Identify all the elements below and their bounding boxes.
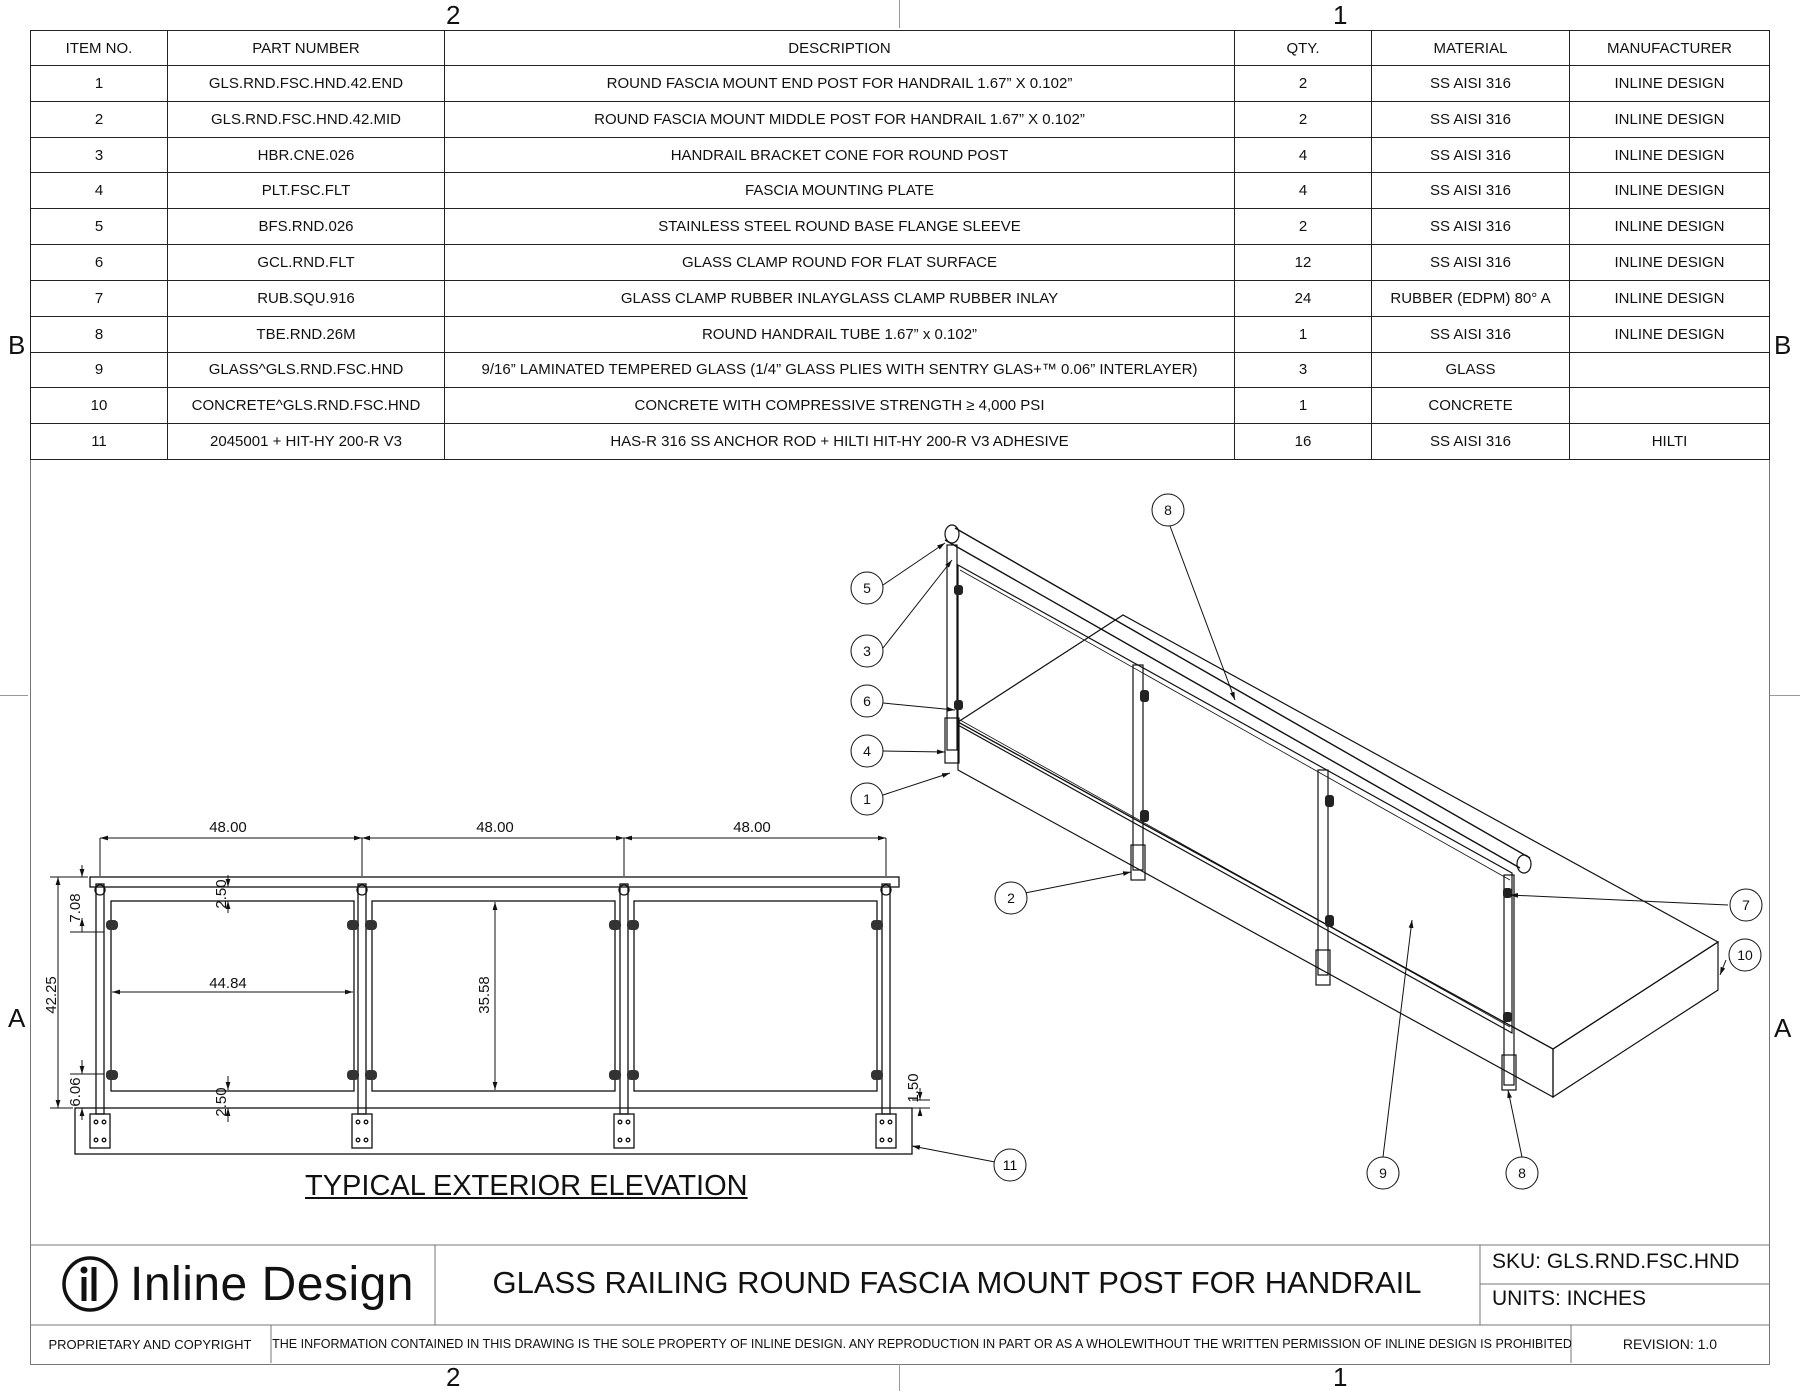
callout-5-label: 5	[863, 580, 871, 596]
iso-clamp	[1503, 1012, 1512, 1022]
zone-marker-bottom-2: 2	[446, 1362, 461, 1392]
company-logo	[60, 1252, 414, 1316]
bom-cell-manufacturer: HILTI	[1570, 424, 1770, 460]
header-item-no: ITEM NO.	[31, 31, 168, 66]
elevation-clamp	[871, 920, 883, 930]
elevation-fascia-plates	[90, 1114, 896, 1148]
proprietary-label: PROPRIETARY AND COPYRIGHT	[48, 1336, 252, 1352]
iso-clamp	[1140, 810, 1149, 822]
elevation-glass-panel	[634, 901, 877, 1091]
iso-posts	[947, 545, 1514, 1085]
callout-2-label: 2	[1007, 890, 1015, 906]
zone-marker-left-b: B	[8, 330, 26, 360]
iso-clamp	[1325, 915, 1334, 927]
bom-cell-description: ROUND FASCIA MOUNT MIDDLE POST FOR HANDRAIL 1.67” X 0.102”	[445, 101, 1235, 137]
bom-cell-qty: 2	[1235, 101, 1372, 137]
elevation-concrete-slab	[75, 1108, 912, 1154]
elevation-glass-panels	[111, 901, 877, 1091]
elevation-fascia-plate	[352, 1114, 372, 1148]
bom-cell-part-number: TBE.RND.26M	[168, 316, 445, 352]
bom-cell-part-number: PLT.FSC.FLT	[168, 173, 445, 209]
bom-cell-manufacturer: INLINE DESIGN	[1570, 66, 1770, 102]
iso-handrail-end	[945, 525, 959, 543]
elevation-callout-11	[912, 1146, 1026, 1181]
bom-cell-qty: 2	[1235, 66, 1372, 102]
bom-cell-qty: 12	[1235, 245, 1372, 281]
dim-gap-top: 2.50	[213, 879, 230, 909]
elevation-clamp	[609, 920, 621, 930]
revision-field: REVISION: 1.0	[1622, 1336, 1718, 1352]
bom-cell-qty: 16	[1235, 424, 1372, 460]
callout-9-label: 9	[1379, 1165, 1387, 1181]
elevation-title: TYPICAL EXTERIOR ELEVATION	[305, 1170, 748, 1202]
bom-cell-part-number: 2045001 + HIT-HY 200-R V3	[168, 424, 445, 460]
bom-cell-item-no: 4	[31, 173, 168, 209]
zone-marker-right-b: B	[1774, 330, 1792, 360]
bom-cell-material: RUBBER (EDPM) 80° A	[1372, 280, 1570, 316]
bom-cell-qty: 4	[1235, 173, 1372, 209]
dim-glass-width: 44.84	[209, 975, 247, 992]
bom-cell-description: 9/16” LAMINATED TEMPERED GLASS (1/4” GLASS PLIES WITH SENTRY GLAS+™ 0.06” INTERLAYER)	[445, 352, 1235, 388]
zone-marker-bottom-1: 1	[1333, 1362, 1348, 1392]
iso-handrail-end	[1517, 855, 1531, 873]
elevation-glass-panel	[372, 901, 615, 1091]
bom-cell-item-no: 5	[31, 209, 168, 245]
bom-cell-item-no: 8	[31, 316, 168, 352]
elevation-clamp	[627, 920, 639, 930]
bom-cell-part-number: RUB.SQU.916	[168, 280, 445, 316]
zone-marker-right-a: A	[1774, 1013, 1792, 1043]
bom-cell-part-number: CONCRETE^GLS.RND.FSC.HND	[168, 388, 445, 424]
bom-cell-part-number: GLASS^GLS.RND.FSC.HND	[168, 352, 445, 388]
bom-cell-material: GLASS	[1372, 352, 1570, 388]
bom-cell-material: SS AISI 316	[1372, 101, 1570, 137]
elevation-clamp	[627, 1070, 639, 1080]
header-qty: QTY.	[1235, 31, 1372, 66]
bom-cell-item-no: 2	[31, 101, 168, 137]
dim-span-2: 48.00	[476, 819, 514, 836]
elevation-post	[358, 884, 366, 1114]
bom-cell-qty: 1	[1235, 316, 1372, 352]
bom-cell-description: GLASS CLAMP ROUND FOR FLAT SURFACE	[445, 245, 1235, 281]
bom-cell-part-number: GLS.RND.FSC.HND.42.MID	[168, 101, 445, 137]
iso-glass	[958, 565, 1512, 1033]
dim-base-offset: 1.50	[905, 1073, 922, 1103]
bom-cell-manufacturer: INLINE DESIGN	[1570, 101, 1770, 137]
zone-marker-left-a: A	[8, 1003, 26, 1033]
bom-cell-material: SS AISI 316	[1372, 137, 1570, 173]
callout-7-label: 7	[1742, 897, 1750, 913]
bom-cell-description: FASCIA MOUNTING PLATE	[445, 173, 1235, 209]
bom-cell-qty: 3	[1235, 352, 1372, 388]
elevation-post	[96, 884, 104, 1114]
iso-callouts	[851, 494, 1762, 1189]
bom-cell-qty: 1	[1235, 388, 1372, 424]
callout-8-bottom-label: 8	[1518, 1165, 1526, 1181]
callout-11-label: 11	[1002, 1157, 1018, 1173]
bom-cell-item-no: 1	[31, 66, 168, 102]
elevation-clamp	[347, 1070, 359, 1080]
elevation-fascia-plate	[614, 1114, 634, 1148]
callout-6-label: 6	[863, 693, 871, 709]
iso-clamp	[954, 700, 963, 710]
bom-cell-item-no: 9	[31, 352, 168, 388]
bom-cell-part-number: GCL.RND.FLT	[168, 245, 445, 281]
iso-fascia-plates	[945, 718, 1516, 1090]
iso-clamp	[954, 585, 963, 595]
bom-cell-description: HANDRAIL BRACKET CONE FOR ROUND POST	[445, 137, 1235, 173]
bom-cell-part-number: BFS.RND.026	[168, 209, 445, 245]
dim-height: 42.25	[43, 976, 60, 1014]
bom-cell-material: SS AISI 316	[1372, 209, 1570, 245]
iso-post	[947, 545, 957, 750]
bom-cell-description: HAS-R 316 SS ANCHOR ROD + HILTI HIT-HY 200-R V3 ADHESIVE	[445, 424, 1235, 460]
bom-cell-item-no: 7	[31, 280, 168, 316]
bom-cell-material: SS AISI 316	[1372, 245, 1570, 281]
bom-cell-description: STAINLESS STEEL ROUND BASE FLANGE SLEEVE	[445, 209, 1235, 245]
dim-span-3: 48.00	[733, 819, 771, 836]
iso-slab-front	[958, 722, 1553, 1097]
bom-cell-description: GLASS CLAMP RUBBER INLAYGLASS CLAMP RUBBER INLAY	[445, 280, 1235, 316]
header-material: MATERIAL	[1372, 31, 1570, 66]
bom-cell-qty: 2	[1235, 209, 1372, 245]
bom-cell-item-no: 3	[31, 137, 168, 173]
elevation-clamp	[365, 920, 377, 930]
elevation-clamp	[609, 1070, 621, 1080]
bom-cell-part-number: GLS.RND.FSC.HND.42.END	[168, 66, 445, 102]
dim-bottom-offset: 6.06	[67, 1077, 84, 1107]
callout-10-label: 10	[1737, 947, 1753, 963]
bom-cell-qty: 24	[1235, 280, 1372, 316]
bom-cell-description: CONCRETE WITH COMPRESSIVE STRENGTH ≥ 4,000 PSI	[445, 388, 1235, 424]
callout-3-label: 3	[863, 643, 871, 659]
bom-cell-manufacturer: INLINE DESIGN	[1570, 137, 1770, 173]
bom-cell-item-no: 10	[31, 388, 168, 424]
sku-field: SKU: GLS.RND.FSC.HND	[1492, 1250, 1740, 1273]
zone-marker-top-1: 1	[1333, 0, 1348, 30]
elevation-clamp	[871, 1070, 883, 1080]
bom-cell-item-no: 6	[31, 245, 168, 281]
bom-cell-manufacturer: INLINE DESIGN	[1570, 209, 1770, 245]
dim-gap-bottom: 2.50	[213, 1087, 230, 1117]
elevation-clamp	[106, 1070, 118, 1080]
dim-glass-height: 35.58	[476, 976, 493, 1014]
header-manufacturer: MANUFACTURER	[1570, 31, 1770, 66]
bom-cell-material: SS AISI 316	[1372, 316, 1570, 352]
elevation-post	[620, 884, 628, 1114]
elevation-handrail	[90, 877, 899, 887]
bom-cell-material: SS AISI 316	[1372, 66, 1570, 102]
elevation-fascia-plate	[876, 1114, 896, 1148]
isometric-view	[945, 525, 1718, 1097]
proprietary-notice: THE INFORMATION CONTAINED IN THIS DRAWING IS THE SOLE PROPERTY OF INLINE DESIGN. ANY REPRODUCTION IN PART OR AS A WHOLEWITHOUT THE WRITTEN PERMISSION OF INLINE DESIGN IS PROHIBITED	[272, 1337, 1572, 1351]
iso-slab-side	[1553, 942, 1718, 1097]
zone-marker-top-2: 2	[446, 0, 461, 30]
drawing-title: GLASS RAILING ROUND FASCIA MOUNT POST FOR HANDRAIL	[492, 1265, 1422, 1300]
callout-4-label: 4	[863, 743, 871, 759]
elevation-dimension-labels	[43, 819, 922, 1117]
elevation-posts	[95, 884, 891, 1117]
bom-cell-material: SS AISI 316	[1372, 173, 1570, 209]
elevation-clamp	[347, 920, 359, 930]
iso-clamp	[1140, 690, 1149, 702]
bom-cell-material: CONCRETE	[1372, 388, 1570, 424]
units-field: UNITS: INCHES	[1492, 1287, 1647, 1310]
bom-cell-manufacturer: INLINE DESIGN	[1570, 173, 1770, 209]
bom-cell-description: ROUND HANDRAIL TUBE 1.67” x 0.102”	[445, 316, 1235, 352]
logo-text: Inline Design	[130, 1257, 414, 1311]
callout-1-label: 1	[863, 791, 871, 807]
bom-cell-material: SS AISI 316	[1372, 424, 1570, 460]
bom-cell-item-no: 11	[31, 424, 168, 460]
dim-span-1: 48.00	[209, 819, 247, 836]
iso-clamps	[954, 585, 1512, 1022]
bom-cell-description: ROUND FASCIA MOUNT END POST FOR HANDRAIL 1.67” X 0.102”	[445, 66, 1235, 102]
elevation-glass-panel	[111, 901, 354, 1091]
logo-mark-icon	[60, 1254, 120, 1314]
iso-clamp	[1503, 888, 1512, 898]
iso-callout-labels	[863, 502, 1753, 1181]
elevation-clamp	[365, 1070, 377, 1080]
elevation-clamp	[106, 920, 118, 930]
header-description: DESCRIPTION	[445, 31, 1235, 66]
bom-cell-qty: 4	[1235, 137, 1372, 173]
header-part-number: PART NUMBER	[168, 31, 445, 66]
bom-cell-manufacturer: INLINE DESIGN	[1570, 280, 1770, 316]
bom-cell-manufacturer: INLINE DESIGN	[1570, 245, 1770, 281]
elevation-post	[882, 884, 890, 1114]
iso-clamp	[1325, 795, 1334, 807]
callout-8-top-label: 8	[1164, 502, 1172, 518]
bom-cell-part-number: HBR.CNE.026	[168, 137, 445, 173]
bom-cell-manufacturer: INLINE DESIGN	[1570, 316, 1770, 352]
elevation-fascia-plate	[90, 1114, 110, 1148]
dim-top-offset: 7.08	[67, 893, 84, 923]
